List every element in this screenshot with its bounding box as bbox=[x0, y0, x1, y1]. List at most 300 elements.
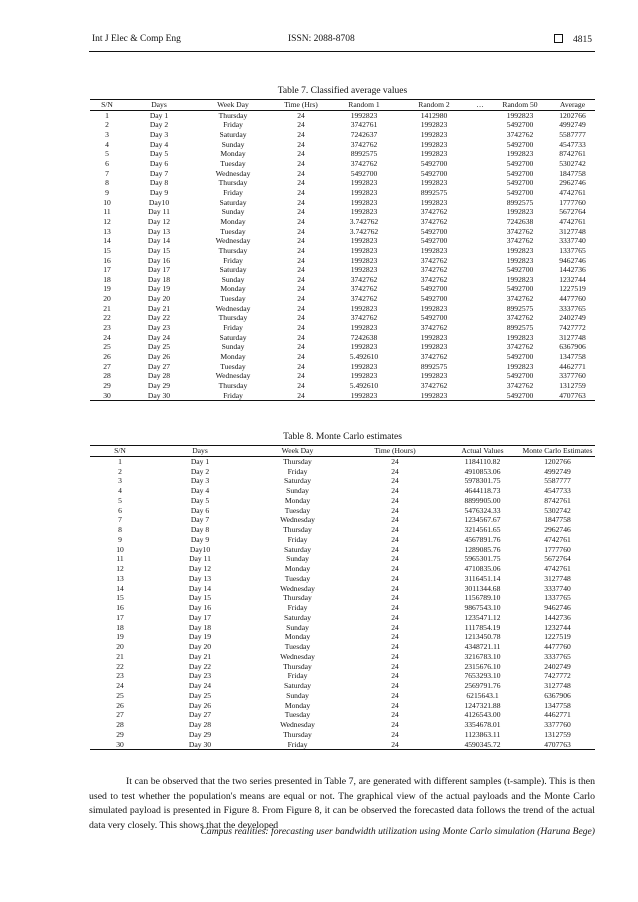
table-cell: 1 bbox=[118, 456, 122, 466]
table-cell: 1992823 bbox=[350, 342, 378, 352]
table-cell: 24 bbox=[391, 554, 399, 564]
table-row bbox=[90, 554, 595, 564]
table-row bbox=[90, 662, 595, 672]
table-cell: 24 bbox=[391, 505, 399, 515]
table-cell: Monday bbox=[284, 700, 311, 710]
table-cell: 26 bbox=[116, 700, 124, 710]
table-cell: 4742761 bbox=[544, 534, 571, 544]
table-cell: 24 bbox=[391, 534, 399, 544]
table-cell bbox=[470, 140, 490, 150]
table-cell: 17 bbox=[116, 612, 124, 622]
table-cell: 1992823 bbox=[506, 361, 534, 371]
table-cell: 24 bbox=[297, 168, 305, 178]
table-cell: 5492700 bbox=[506, 158, 534, 168]
table-cell: 27 bbox=[116, 710, 124, 720]
table-cell: 5965301.75 bbox=[464, 554, 501, 564]
table-row bbox=[90, 236, 595, 246]
table-row bbox=[90, 515, 595, 525]
table-cell bbox=[470, 169, 490, 179]
table-cell: 3216783.10 bbox=[464, 651, 501, 661]
table-cell: 10 bbox=[116, 544, 124, 554]
table-cell: 8992575 bbox=[506, 197, 534, 207]
table-cell: 4992749 bbox=[559, 120, 586, 130]
table-cell: 24 bbox=[391, 564, 399, 573]
table-cell: 4462771 bbox=[544, 710, 571, 720]
table-cell: 1992823 bbox=[350, 197, 378, 207]
table-cell: 3742762 bbox=[420, 323, 448, 333]
table-cell: 24 bbox=[391, 515, 399, 525]
table-cell: 9462746 bbox=[544, 603, 571, 612]
table-cell bbox=[470, 246, 490, 256]
table-cell: 5492700 bbox=[420, 284, 448, 294]
table-cell: Day 23 bbox=[188, 671, 212, 681]
table-cell: 10 bbox=[103, 197, 111, 207]
table-cell: Sunday bbox=[221, 274, 245, 284]
table-cell: 5492700 bbox=[506, 371, 534, 381]
table-cell: 5587777 bbox=[544, 476, 571, 486]
table-cell: Day 22 bbox=[147, 313, 171, 323]
table-cell: Friday bbox=[287, 466, 308, 476]
table-cell: 18 bbox=[103, 274, 111, 284]
table-cell: 6 bbox=[105, 158, 109, 168]
table-cell: 1992823 bbox=[350, 255, 378, 265]
table-row bbox=[90, 730, 595, 740]
table-cell: Thursday bbox=[283, 661, 312, 671]
table-cell: 24 bbox=[297, 323, 305, 333]
body-paragraph bbox=[89, 775, 595, 833]
table-cell: Day 30 bbox=[124, 391, 194, 401]
header-rule bbox=[89, 51, 595, 52]
table-row bbox=[90, 284, 595, 294]
table-cell: 24 bbox=[297, 197, 305, 207]
table-cell: 3 bbox=[118, 476, 122, 486]
table-cell: Day 3 bbox=[190, 476, 210, 486]
table-row bbox=[90, 701, 595, 711]
table-cell: 5492700 bbox=[506, 187, 534, 197]
table-cell: 24 bbox=[391, 466, 399, 476]
table-cell: 24 bbox=[297, 265, 305, 275]
table-cell: Day 30 bbox=[150, 740, 250, 750]
table-cell: 6367906 bbox=[559, 342, 586, 352]
table-cell: 1777760 bbox=[559, 197, 586, 207]
table-cell: 4992749 bbox=[544, 466, 571, 476]
table-cell: 24 bbox=[103, 332, 111, 342]
table-cell: 5978301.75 bbox=[464, 476, 501, 486]
table-cell: 1992823 bbox=[350, 265, 378, 275]
table-cell: 2402749 bbox=[544, 661, 571, 671]
table-cell: Day 11 bbox=[148, 207, 170, 217]
table-cell: 1213450.78 bbox=[464, 632, 501, 642]
table-row bbox=[90, 149, 595, 159]
table-cell bbox=[470, 207, 490, 217]
table-cell: 21 bbox=[116, 651, 124, 661]
table-cell: 29 bbox=[103, 381, 111, 391]
table-cell: 5492700 bbox=[506, 265, 534, 275]
table-cell: 12 bbox=[116, 564, 124, 573]
table-cell: 1992823 bbox=[506, 149, 534, 159]
table7-caption: Table 7. Classified average values bbox=[277, 86, 408, 96]
table-cell: 7242638 bbox=[350, 332, 378, 342]
table-cell: 1992823 bbox=[350, 371, 378, 381]
table-cell: Friday bbox=[223, 255, 243, 265]
table-cell: Day 13 bbox=[147, 226, 171, 236]
table-row bbox=[90, 178, 595, 188]
table-cell: 3742762 bbox=[420, 255, 448, 265]
table-cell bbox=[470, 342, 490, 352]
table-cell: Day 5 bbox=[190, 495, 210, 505]
table-cell: 9 bbox=[118, 534, 122, 544]
table-cell: 4547733 bbox=[544, 486, 571, 495]
table-cell bbox=[470, 352, 490, 362]
table-cell: Day 15 bbox=[147, 245, 171, 255]
table-cell: 1992823 bbox=[350, 236, 378, 246]
table-cell: 1992823 bbox=[420, 371, 448, 381]
table-cell: 15 bbox=[116, 593, 124, 603]
table-cell: Thursday bbox=[218, 313, 248, 323]
table-cell: Friday bbox=[287, 534, 308, 544]
table-cell: 24 bbox=[297, 216, 305, 226]
table-cell: 24 bbox=[391, 593, 399, 603]
table-cell: 1347758 bbox=[559, 352, 586, 362]
table-cell: 24 bbox=[297, 352, 305, 362]
table-row bbox=[90, 265, 595, 275]
table-cell: 24 bbox=[391, 681, 399, 690]
table-cell bbox=[470, 304, 490, 314]
table-cell: Wednesday bbox=[280, 720, 315, 729]
table-cell: Sunday bbox=[221, 342, 245, 352]
table-cell bbox=[470, 120, 490, 130]
table-cell: Thursday bbox=[218, 381, 248, 391]
table-cell: Monday bbox=[220, 284, 246, 294]
table-cell: 5492700 bbox=[420, 168, 448, 178]
table-row bbox=[90, 623, 595, 633]
table-cell: Day10 bbox=[148, 197, 170, 207]
table-cell: Thursday bbox=[218, 178, 248, 188]
table-row bbox=[90, 456, 595, 466]
table-cell: 4707763 bbox=[520, 740, 595, 750]
table-cell: 1232744 bbox=[559, 274, 586, 284]
table-cell: 3742762 bbox=[420, 265, 448, 275]
table7-column-header: Random 2 bbox=[398, 100, 470, 111]
table-cell: 5492700 bbox=[506, 352, 534, 362]
table-cell: 25 bbox=[103, 342, 111, 352]
table-cell: Day 2 bbox=[190, 466, 210, 476]
table-cell: 8992575 bbox=[420, 361, 448, 371]
table-cell: 1992823 bbox=[420, 303, 448, 313]
table-cell: Saturday bbox=[284, 476, 311, 486]
table-cell: Friday bbox=[223, 120, 243, 130]
table-cell: 1847758 bbox=[544, 515, 571, 525]
table-cell: 8992575 bbox=[506, 303, 534, 313]
table-cell: 3742762 bbox=[350, 294, 378, 304]
table-cell: 23 bbox=[103, 323, 111, 333]
table-cell: 1227519 bbox=[559, 284, 586, 294]
table-cell bbox=[470, 130, 490, 140]
table-cell: Sunday bbox=[221, 139, 245, 149]
table-cell: Wednesday bbox=[215, 168, 251, 178]
table-cell: 1227519 bbox=[544, 632, 571, 642]
table-cell: 2962746 bbox=[559, 178, 586, 188]
table-cell: 1992823 bbox=[506, 255, 534, 265]
table-cell: Day 12 bbox=[147, 216, 171, 226]
table-cell: Day 18 bbox=[147, 274, 171, 284]
table-cell: 5492700 bbox=[420, 158, 448, 168]
table-cell: 5.492610 bbox=[349, 352, 379, 362]
table-cell: 24 bbox=[391, 661, 399, 671]
table-cell: Day 28 bbox=[188, 720, 212, 729]
table-cell: 24 bbox=[297, 178, 305, 188]
table-cell bbox=[470, 371, 490, 381]
table-row bbox=[90, 593, 595, 603]
table-cell: Wednesday bbox=[280, 651, 315, 661]
table-row bbox=[90, 323, 595, 333]
table-row bbox=[90, 352, 595, 362]
table-cell: Monday bbox=[220, 352, 246, 362]
table-cell: 1992823 bbox=[420, 178, 448, 188]
table-cell: 1202766 bbox=[559, 110, 586, 120]
table-cell: 24 bbox=[391, 573, 399, 583]
table-cell: 3337765 bbox=[559, 303, 586, 313]
table-cell: 4126543.00 bbox=[464, 710, 501, 720]
table-row bbox=[90, 584, 595, 594]
table-cell: 24 bbox=[391, 642, 399, 651]
table-cell: Friday bbox=[223, 187, 243, 197]
table-cell: 24 bbox=[297, 361, 305, 371]
table-cell: 1992823 bbox=[420, 129, 448, 139]
table-cell: Monday bbox=[284, 564, 311, 573]
table-row bbox=[90, 159, 595, 169]
table-cell: 1123863.11 bbox=[464, 729, 501, 739]
table-cell: 7427772 bbox=[559, 323, 586, 333]
table-cell: 4477760 bbox=[559, 294, 586, 304]
table7-column-header: S/N bbox=[90, 100, 124, 111]
table-cell: 3742762 bbox=[506, 342, 534, 352]
table-cell: 3377760 bbox=[544, 720, 571, 729]
table7-column-header: Time (Hrs) bbox=[272, 100, 330, 111]
page-footer: Campus realities: forecasting user bandwidth utilization using Monte Carlo simulation (Haruna Bege) bbox=[200, 826, 595, 837]
table-cell: 1202766 bbox=[544, 456, 571, 466]
table-cell: 11 bbox=[103, 207, 111, 217]
table-cell: 5302742 bbox=[544, 505, 571, 515]
table7 bbox=[90, 99, 595, 401]
table-cell: 3742762 bbox=[350, 139, 378, 149]
table-cell: 5492700 bbox=[506, 284, 534, 294]
table-cell: Day 20 bbox=[147, 294, 171, 304]
table-cell: 6 bbox=[118, 505, 122, 515]
table-cell: 3742762 bbox=[506, 294, 534, 304]
table-cell: Day 29 bbox=[147, 381, 171, 391]
table-row bbox=[90, 256, 595, 266]
table-cell: 30 bbox=[90, 391, 124, 401]
table-cell: Wednesday bbox=[280, 515, 315, 525]
table-cell: Wednesday bbox=[215, 371, 251, 381]
table-cell: Sunday bbox=[286, 554, 309, 564]
table-cell: 1992823 bbox=[420, 139, 448, 149]
table-cell bbox=[470, 333, 490, 343]
table-cell: 24 bbox=[391, 720, 399, 729]
table-cell: 3742762 bbox=[506, 313, 534, 323]
table-cell: 24 bbox=[297, 303, 305, 313]
table-cell: 26 bbox=[103, 352, 111, 362]
table-cell: Day 16 bbox=[147, 255, 171, 265]
table-cell: 2315676.10 bbox=[464, 661, 501, 671]
table-row bbox=[90, 564, 595, 574]
table-cell: Day 16 bbox=[188, 603, 212, 612]
table-cell: 24 bbox=[391, 632, 399, 642]
table-cell: Tuesday bbox=[284, 710, 311, 720]
table-cell: Thursday bbox=[283, 525, 312, 534]
table-cell: Day 13 bbox=[188, 573, 212, 583]
table-cell: 7653293.10 bbox=[464, 671, 501, 681]
table-cell: 21 bbox=[103, 303, 111, 313]
table-cell: 24 bbox=[297, 255, 305, 265]
table-cell: Thursday bbox=[218, 110, 248, 120]
table-row bbox=[90, 304, 595, 314]
table-cell: 1992823 bbox=[350, 323, 378, 333]
table-row bbox=[90, 362, 595, 372]
table7-column-header: Days bbox=[124, 100, 194, 111]
table-row bbox=[90, 381, 595, 391]
table-cell: 3.742762 bbox=[349, 226, 379, 236]
table-cell: Friday bbox=[223, 323, 243, 333]
table-cell: 24 bbox=[391, 651, 399, 661]
table-cell: 1992823 bbox=[420, 332, 448, 342]
table-cell: Day 24 bbox=[188, 681, 212, 690]
table-cell: Day 19 bbox=[147, 284, 171, 294]
table-cell: 7 bbox=[118, 515, 122, 525]
table-cell: Sunday bbox=[221, 207, 245, 217]
table-cell: 3127748 bbox=[544, 573, 571, 583]
table-cell bbox=[470, 227, 490, 237]
table-cell: 17 bbox=[103, 265, 111, 275]
table8-column-header: Monte Carlo Estimates bbox=[520, 446, 595, 457]
table7-column-header: Average bbox=[550, 100, 595, 111]
table-cell: 24 bbox=[391, 710, 399, 720]
table-cell bbox=[470, 284, 490, 294]
table-cell: 7242638 bbox=[506, 216, 534, 226]
table-cell: 1247321.88 bbox=[464, 700, 501, 710]
table-cell: Tuesday bbox=[284, 642, 311, 651]
table-row bbox=[90, 681, 595, 691]
table-cell: Friday bbox=[250, 740, 345, 750]
table-cell: 23 bbox=[116, 671, 124, 681]
table-cell: 1156789.10 bbox=[464, 593, 501, 603]
table-cell: 4742761 bbox=[544, 564, 571, 573]
table-cell: Day 7 bbox=[190, 515, 210, 525]
table8-column-header: Week Day bbox=[250, 446, 345, 457]
table-cell: 24 bbox=[297, 294, 305, 304]
table-cell: Monday bbox=[220, 149, 246, 159]
table-cell: 24 bbox=[391, 690, 399, 700]
table-cell: 5492700 bbox=[506, 178, 534, 188]
table-cell: Day 4 bbox=[149, 139, 169, 149]
table-cell: 20 bbox=[116, 642, 124, 651]
table7-column-header: Week Day bbox=[194, 100, 272, 111]
table-cell: 1184110.82 bbox=[464, 456, 501, 466]
table-cell: 8992575 bbox=[420, 187, 448, 197]
table-cell: 25 bbox=[116, 690, 124, 700]
table-cell: Day 18 bbox=[188, 622, 212, 632]
table-cell: 1992823 bbox=[506, 274, 534, 284]
table-cell: Day 5 bbox=[149, 149, 169, 159]
table-cell: 24 bbox=[297, 245, 305, 255]
table-cell bbox=[470, 323, 490, 333]
table-cell bbox=[470, 198, 490, 208]
table-row bbox=[90, 391, 595, 401]
table-cell: 24 bbox=[297, 120, 305, 130]
table-row bbox=[90, 525, 595, 535]
table-cell: 24 bbox=[391, 583, 399, 593]
table-row bbox=[90, 740, 595, 750]
table-cell: 8742761 bbox=[544, 495, 571, 505]
table-cell: 24 bbox=[272, 391, 330, 401]
checkbox-square-icon bbox=[554, 34, 563, 43]
table-cell: 1992823 bbox=[398, 391, 470, 401]
body-text: It can be observed that the two series presented in Table 7, are generated with different samples (t-sample). This is then used to test whether the population's means are equal or not. The graphical view of the actual payloads and the Monte Carlo simulated payload is presented in Figure 8. From Figure 8, it can be observed the forecasted data follows the trend of the actual data very closely. This shows that the developed bbox=[89, 776, 595, 831]
table-cell: 22 bbox=[103, 313, 111, 323]
table-cell: 6367906 bbox=[544, 690, 571, 700]
table-cell: Thursday bbox=[218, 245, 248, 255]
table-cell: 8992575 bbox=[506, 323, 534, 333]
table7-column-header: … bbox=[470, 100, 490, 111]
table-cell: Day 27 bbox=[188, 710, 212, 720]
table-cell: Sunday bbox=[286, 622, 309, 632]
table-cell: 3.742762 bbox=[349, 216, 379, 226]
table-cell: 3742762 bbox=[420, 274, 448, 284]
table-cell: Day 4 bbox=[190, 486, 210, 495]
table-cell: 3127748 bbox=[544, 681, 571, 690]
table-cell: Tuesday bbox=[220, 158, 246, 168]
table-cell: 4742761 bbox=[559, 187, 586, 197]
table-cell: 3377760 bbox=[559, 371, 586, 381]
table-cell: Thursday bbox=[283, 593, 312, 603]
table-cell: 3742761 bbox=[350, 120, 378, 130]
table-cell: 3214561.65 bbox=[464, 525, 501, 534]
table-cell: 5 bbox=[118, 495, 122, 505]
table-cell: Tuesday bbox=[284, 573, 311, 583]
table-cell: 5.492610 bbox=[349, 381, 379, 391]
table-cell: Tuesday bbox=[284, 505, 311, 515]
table-cell: 3742762 bbox=[420, 381, 448, 391]
table-cell: Day 24 bbox=[147, 332, 171, 342]
table-row bbox=[90, 710, 595, 720]
table-cell: 2 bbox=[118, 466, 122, 476]
table-cell: 18 bbox=[116, 622, 124, 632]
table-row bbox=[90, 642, 595, 652]
table-cell bbox=[470, 265, 490, 275]
table-cell: 8742761 bbox=[559, 149, 586, 159]
table-cell bbox=[470, 217, 490, 227]
table-cell: 4910853.06 bbox=[464, 466, 501, 476]
table-cell: 5672764 bbox=[544, 554, 571, 564]
table-cell: 1347758 bbox=[544, 700, 571, 710]
table-cell: 3337765 bbox=[544, 651, 571, 661]
table-cell: 8 bbox=[105, 178, 109, 188]
table-cell: Day 20 bbox=[188, 642, 212, 651]
table-cell: 24 bbox=[297, 110, 305, 120]
issn: ISSN: 2088-8708 bbox=[288, 34, 355, 44]
table-row bbox=[90, 188, 595, 198]
table-cell: 12 bbox=[103, 216, 111, 226]
table-cell: 24 bbox=[391, 700, 399, 710]
table-cell: 3742762 bbox=[350, 284, 378, 294]
table-row bbox=[90, 110, 595, 120]
table-cell: 1412980 bbox=[420, 110, 448, 120]
table-cell: 4477760 bbox=[544, 642, 571, 651]
table-cell: 4462771 bbox=[559, 361, 586, 371]
table-cell: 11 bbox=[116, 554, 124, 564]
table-cell: Day 25 bbox=[147, 342, 171, 352]
